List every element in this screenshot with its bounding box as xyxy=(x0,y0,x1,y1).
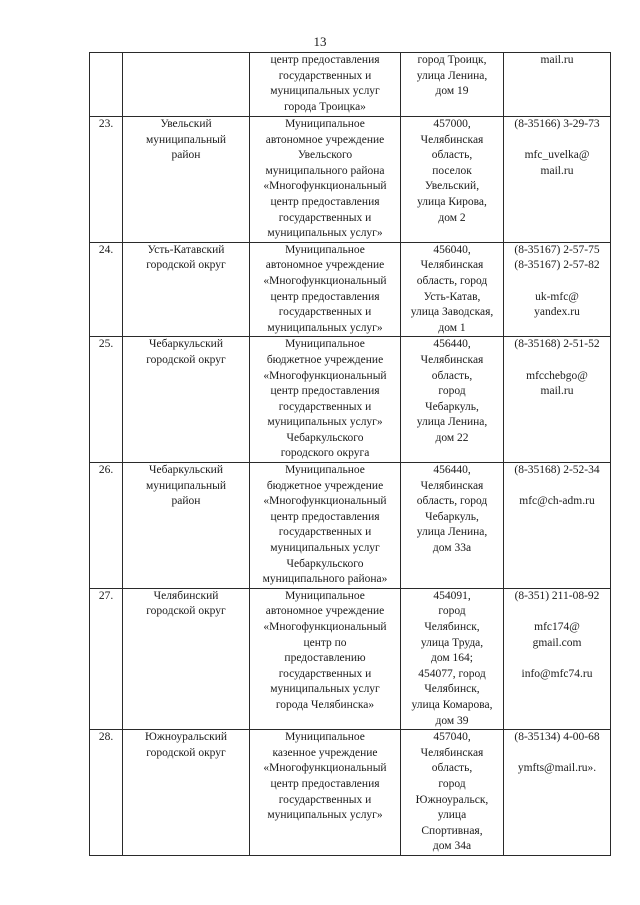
institution-line: бюджетное учреждение xyxy=(266,353,384,366)
municipality-cell xyxy=(123,53,250,117)
address-line: улица Заводская, xyxy=(410,306,494,319)
contacts-line: info@mfc74.ru xyxy=(521,667,593,680)
institution-line: государственных и xyxy=(278,306,372,319)
address-line: область, xyxy=(431,149,473,162)
institution-line: центр предоставления xyxy=(270,290,380,303)
address-line: Челябинск, xyxy=(424,683,480,696)
municipality-line: городской округ xyxy=(146,353,226,366)
address-line: улица Ленина, xyxy=(416,526,488,539)
institution-line: предоставлению xyxy=(284,652,366,665)
address-cell xyxy=(401,337,504,463)
address-line: область, город xyxy=(416,274,488,287)
institution-line: автономное учреждение xyxy=(265,605,385,618)
institution-line: государственных и xyxy=(278,793,372,806)
contacts-line xyxy=(506,133,608,149)
address-line: дом 19 xyxy=(435,85,469,98)
municipality-line: Южноуральский xyxy=(144,731,228,744)
address-line: Южноуральск, xyxy=(415,793,489,806)
contacts-line: mfcchebgo@ xyxy=(526,369,588,382)
institution-line: города Челябинска» xyxy=(275,698,375,711)
contacts-line: mail.ru xyxy=(540,164,574,177)
address-line: Усть-Катав, xyxy=(423,290,481,303)
contacts-line: (8-35168) 2-52-34 xyxy=(514,464,600,477)
contacts-line xyxy=(506,651,608,667)
institution-line: «Многофункциональный xyxy=(263,495,387,508)
address-line: Челябинская xyxy=(420,133,484,146)
contacts-line xyxy=(506,274,608,290)
institution-line: города Троицка» xyxy=(284,100,366,113)
address-line: улица Труда, xyxy=(420,636,484,649)
row-number: 26. xyxy=(90,463,123,589)
address-line: Челябинская xyxy=(420,259,484,272)
address-line: дом 39 xyxy=(435,714,469,727)
municipality-line: Челябинский xyxy=(153,589,219,602)
institution-line: Муниципальное xyxy=(285,338,365,351)
institution-line: муниципальных услуг» xyxy=(267,809,383,822)
institution-line: Увельского xyxy=(297,149,353,162)
municipality-line: район xyxy=(171,495,201,508)
address-line: улица xyxy=(437,809,467,822)
contacts-cell xyxy=(504,117,611,243)
contacts-line: (8-35166) 3-29-73 xyxy=(514,118,600,130)
institution-line: центр предоставления xyxy=(270,777,380,790)
municipality-line: муниципальный xyxy=(145,479,227,492)
institution-line: автономное учреждение xyxy=(265,133,385,146)
institution-line: муниципальных услуг» xyxy=(267,416,383,429)
institution-line: Муниципальное xyxy=(285,464,365,477)
address-line: 457040, xyxy=(433,731,471,744)
page-number: 13 xyxy=(313,34,327,49)
address-line: 454077, город xyxy=(418,667,486,680)
contacts-line: (8-351) 211-08-92 xyxy=(514,589,600,602)
institution-line: Чебаркульского xyxy=(286,557,364,570)
address-line: улица Ленина, xyxy=(416,416,488,429)
address-line: улица Кирова, xyxy=(417,195,487,208)
contacts-line xyxy=(506,479,608,495)
institution-line: Муниципальное xyxy=(285,243,365,256)
contacts-line: (8-35134) 4-00-68 xyxy=(514,731,600,744)
address-cell xyxy=(401,730,504,856)
institution-line: государственных и xyxy=(278,667,372,680)
municipality-cell xyxy=(123,730,250,856)
institution-cell xyxy=(250,242,401,337)
institution-cell xyxy=(250,463,401,589)
municipality-line: Увельский xyxy=(160,118,212,130)
institution-line: муниципального района xyxy=(265,164,385,177)
address-line: Челябинская xyxy=(420,746,484,759)
institution-cell xyxy=(250,337,401,463)
institution-line: городского округа xyxy=(280,447,370,460)
contacts-cell xyxy=(504,53,611,117)
row-number: 25. xyxy=(90,337,123,463)
institution-line: Чебаркульского xyxy=(286,431,364,444)
municipality-line: муниципальный xyxy=(145,133,227,146)
contacts-cell xyxy=(504,730,611,856)
address-cell xyxy=(401,117,504,243)
contacts-cell xyxy=(504,463,611,589)
address-line: улица Ленина, xyxy=(416,69,488,82)
institution-line: муниципальных услуг» xyxy=(267,321,383,334)
address-line: дом 34а xyxy=(432,840,472,853)
table-row xyxy=(90,463,611,589)
contacts-line: mail.ru xyxy=(540,54,574,66)
institution-line: государственных и xyxy=(278,400,372,413)
contacts-line: mail.ru xyxy=(540,385,574,398)
address-line: Увельский, xyxy=(424,180,480,193)
address-line: Челябинск, xyxy=(424,621,480,633)
contacts-line: (8-35167) 2-57-82 xyxy=(514,259,600,272)
contacts-line xyxy=(506,353,608,369)
row-number: 27. xyxy=(90,588,123,729)
institution-line: центр по xyxy=(303,636,347,649)
contacts-line: yandex.ru xyxy=(534,306,580,319)
institution-cell xyxy=(250,730,401,856)
municipality-line: район xyxy=(171,149,201,162)
address-line: Челябинская xyxy=(420,479,484,492)
table-row xyxy=(90,53,611,117)
address-line: дом 1 xyxy=(438,321,466,334)
institution-line: государственных и xyxy=(278,211,372,224)
mfc-registry-table xyxy=(89,52,611,856)
institution-line: государственных и xyxy=(278,69,372,82)
institution-line: муниципальных услуг» xyxy=(267,227,383,240)
contacts-cell xyxy=(504,588,611,729)
contacts-line: mfc174@ xyxy=(534,621,580,633)
table-body xyxy=(90,53,611,856)
address-line: город Троицк, xyxy=(417,54,487,66)
institution-cell xyxy=(250,53,401,117)
contacts-cell xyxy=(504,242,611,337)
institution-line: центр предоставления xyxy=(270,385,380,398)
contacts-line: mfc_uvelka@ xyxy=(524,149,590,162)
institution-line: Муниципальное xyxy=(285,589,365,602)
institution-line: «Многофункциональный xyxy=(263,621,387,633)
row-number: 28. xyxy=(90,730,123,856)
contacts-line: ymfts@mail.ru». xyxy=(517,762,597,775)
contacts-cell xyxy=(504,337,611,463)
address-line: область, xyxy=(431,369,473,382)
table-row xyxy=(90,337,611,463)
municipality-line: Усть-Катавский xyxy=(147,243,225,256)
institution-line: «Многофункциональный xyxy=(263,762,387,775)
address-cell xyxy=(401,463,504,589)
institution-cell xyxy=(250,117,401,243)
table-row xyxy=(90,117,611,243)
institution-line: автономное учреждение xyxy=(265,259,385,272)
institution-line: Муниципальное xyxy=(285,118,365,130)
address-line: дом 2 xyxy=(438,211,466,224)
address-cell xyxy=(401,588,504,729)
municipality-cell xyxy=(123,463,250,589)
institution-line: «Многофункциональный xyxy=(263,274,387,287)
address-line: Спортивная, xyxy=(421,824,483,837)
contacts-line: (8-35167) 2-57-75 xyxy=(514,243,600,256)
address-line: 456440, xyxy=(433,464,471,477)
contacts-line: uk-mfc@ xyxy=(535,290,579,303)
institution-line: муниципального района» xyxy=(262,573,388,586)
table-row xyxy=(90,588,611,729)
address-cell xyxy=(401,242,504,337)
municipality-line: городской округ xyxy=(146,259,226,272)
institution-line: муниципальных услуг xyxy=(270,85,380,98)
institution-line: бюджетное учреждение xyxy=(266,479,384,492)
row-number: 24. xyxy=(90,242,123,337)
municipality-line: городской округ xyxy=(146,605,226,618)
address-line: город xyxy=(438,385,466,398)
address-line: дом 164; xyxy=(431,652,473,665)
municipality-line: Чебаркульский xyxy=(149,464,223,477)
institution-line: муниципальных услуг xyxy=(270,683,380,696)
municipality-cell xyxy=(123,588,250,729)
table-row xyxy=(90,242,611,337)
address-line: 454091, xyxy=(433,589,471,602)
institution-line: государственных и xyxy=(278,526,372,539)
institution-line: «Многофункциональный xyxy=(263,180,387,193)
contacts-line: gmail.com xyxy=(532,636,582,649)
address-line: дом 22 xyxy=(435,431,469,444)
address-line: город xyxy=(438,777,466,790)
contacts-line: (8-35168) 2-51-52 xyxy=(514,338,600,351)
contacts-line xyxy=(506,746,608,762)
table-row xyxy=(90,730,611,856)
institution-line: муниципальных услуг xyxy=(270,542,380,555)
institution-line: центр предоставления xyxy=(270,54,380,66)
contacts-line: mfc@ch-adm.ru xyxy=(519,495,595,508)
address-line: Чебаркуль, xyxy=(425,400,479,413)
address-line: Челябинская xyxy=(420,353,484,366)
municipality-line: Чебаркульский xyxy=(149,338,223,351)
municipality-line: городской округ xyxy=(146,746,226,759)
address-line: область, xyxy=(431,762,473,775)
institution-line: Муниципальное xyxy=(285,731,365,744)
address-line: город xyxy=(438,605,466,618)
address-cell xyxy=(401,53,504,117)
address-line: 456040, xyxy=(433,243,471,256)
contacts-line xyxy=(506,604,608,620)
institution-line: казенное учреждение xyxy=(272,746,378,759)
address-line: дом 33а xyxy=(432,542,472,555)
address-line: Чебаркуль, xyxy=(425,510,479,523)
municipality-cell xyxy=(123,242,250,337)
row-number: 23. xyxy=(90,117,123,243)
municipality-cell xyxy=(123,117,250,243)
address-line: 456440, xyxy=(433,338,471,351)
institution-line: центр предоставления xyxy=(270,195,380,208)
address-line: улица Комарова, xyxy=(411,698,493,711)
row-number xyxy=(90,53,123,117)
institution-cell xyxy=(250,588,401,729)
institution-line: «Многофункциональный xyxy=(263,369,387,382)
institution-line: центр предоставления xyxy=(270,510,380,523)
municipality-cell xyxy=(123,337,250,463)
address-line: область, город xyxy=(416,495,488,508)
address-line: поселок xyxy=(432,164,472,177)
address-line: 457000, xyxy=(433,118,471,130)
